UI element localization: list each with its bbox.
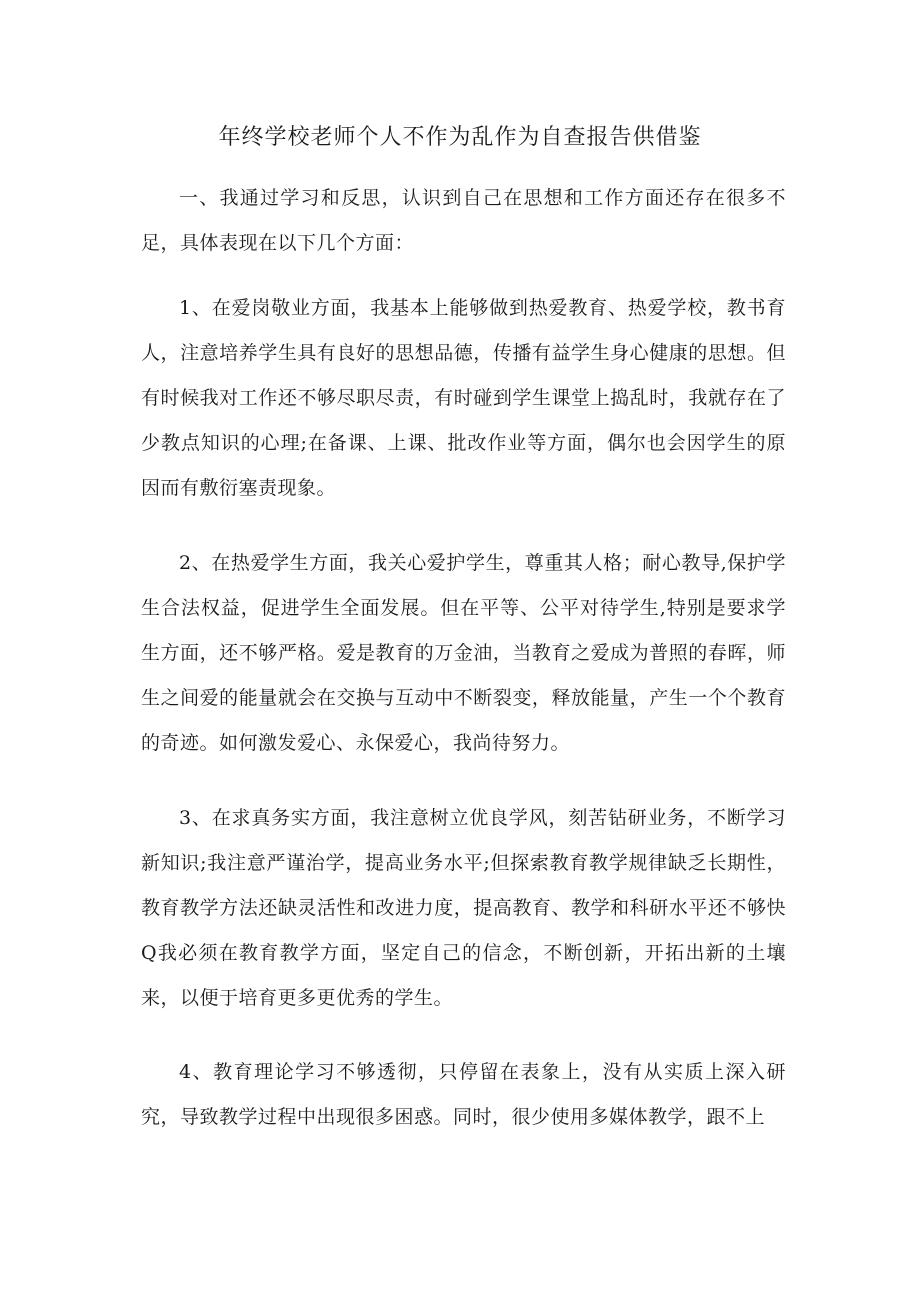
document-title: 年终学校老师个人不作为乱作为自查报告供借鉴 [218, 125, 702, 150]
paragraph-theory-study: 4、教育理论学习不够透彻，只停留在表象上，没有从实质上深入研究，导致教学过程中出现很多困惑。同时，很少使用多媒体教学，跟不上 [141, 1061, 786, 1128]
paragraph-pragmatism: 3、在求真务实方面，我注意树立优良学风，刻苦钻研业务，不断学习新知识;我注意严谨治学，提高业务水平;但探索教育教学规律缺乏长期性，教育教学方法还缺灵活性和改进力度，提高教育、教学和科研水平还不够快Q我必须在教育教学方面，坚定自己的信念，不断创新，开拓出新的土壤来，以便于培育更多更优秀的学生。 [141, 807, 786, 1009]
paragraph-intro: 一、我通过学习和反思，认识到自己在思想和工作方面还存在很多不足，具体表现在以下几个方面： [141, 187, 786, 254]
paragraph-dedication: 1、在爱岗敬业方面，我基本上能够做到热爱教育、热爱学校，教书育人，注意培养学生具有良好的思想品德，传播有益学生身心健康的思想。但有时候我对工作还不够尽职尽责，有时碰到学生课堂上捣乱时，我就存在了少教点知识的心理;在备课、上课、批改作业等方面，偶尔也会因学生的原因而有敷衍塞责现象。 [141, 297, 786, 499]
paragraph-caring-students: 2、在热爱学生方面，我关心爱护学生，尊重其人格；耐心教导,保护学生合法权益，促进学生全面发展。但在平等、公平对待学生,特别是要求学生方面，还不够严格。爱是教育的万金油，当教育之爱成为普照的春晖，师生之间爱的能量就会在交换与互动中不断裂变，释放能量，产生一个个教育的奇迹。如何激发爱心、永保爱心，我尚待努力。 [141, 552, 786, 754]
